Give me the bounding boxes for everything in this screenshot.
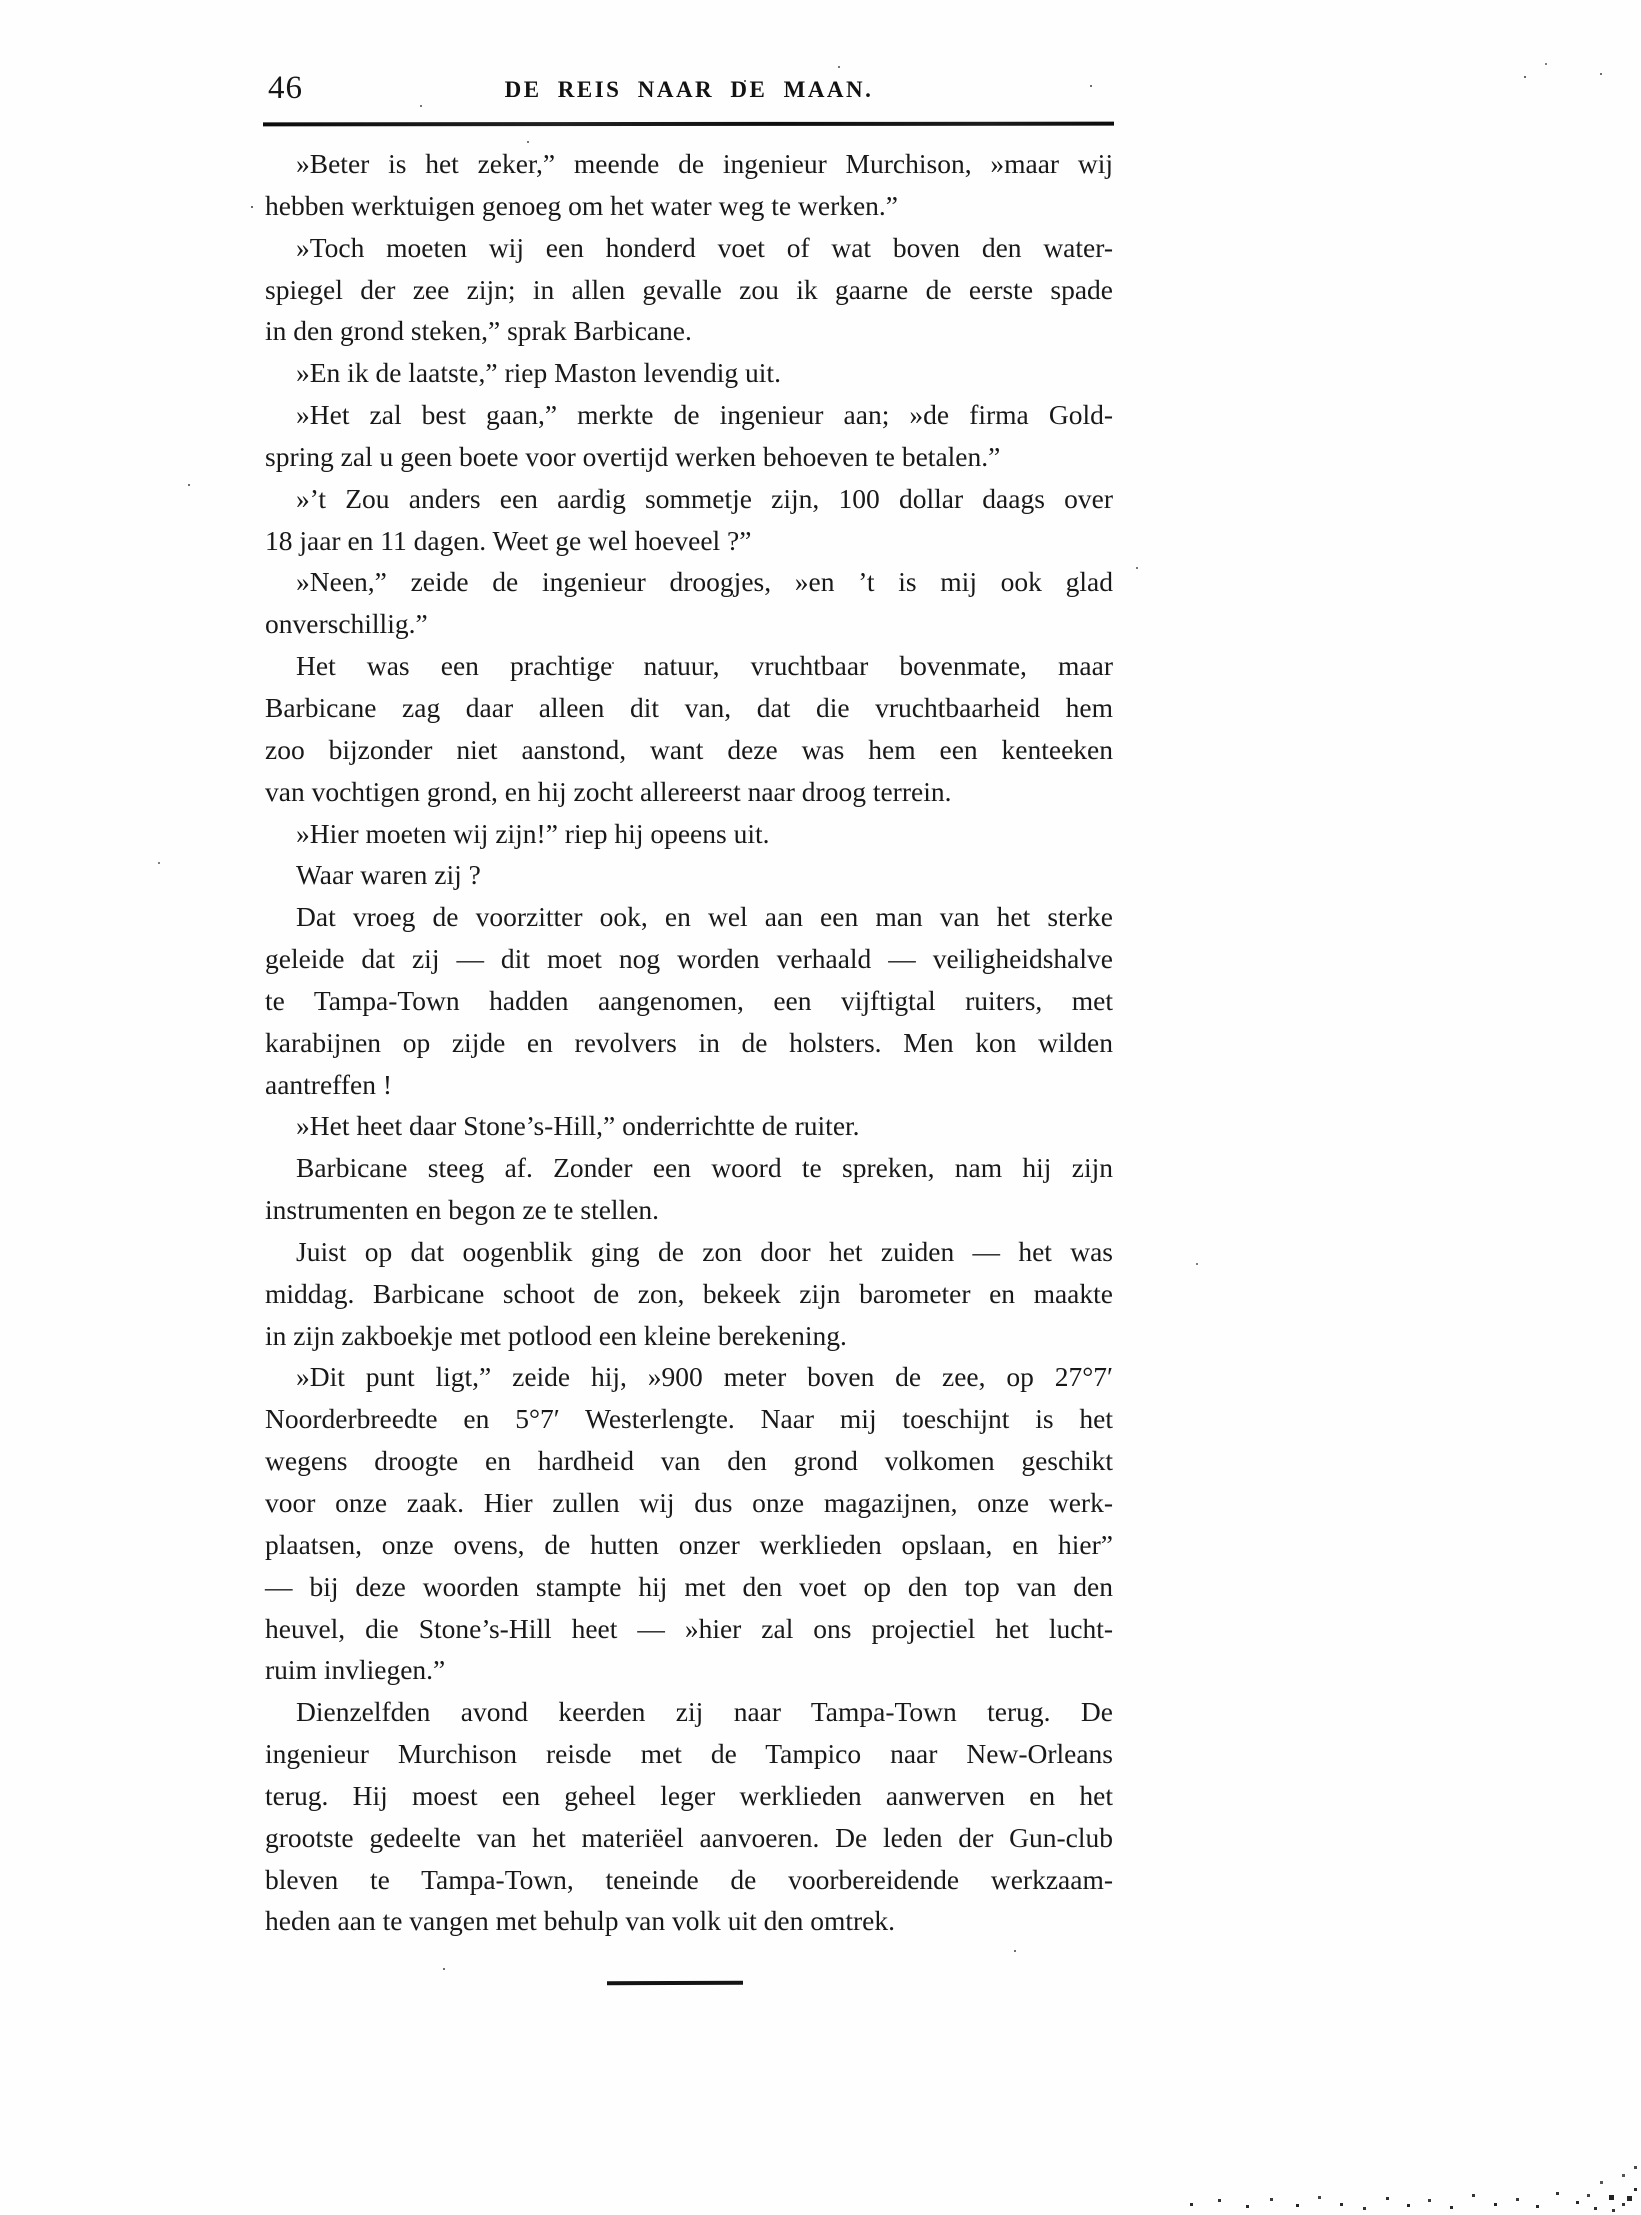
text-line: middag. Barbicane schoot de zon, bekeek zijn barometer en maakte — [265, 1277, 1113, 1309]
text-line: »Toch moeten wij een honderd voet of wat boven den water- — [296, 231, 1113, 263]
text-line: Noorderbreedte en 5°7′ Westerlengte. Naar mij toeschijnt is het — [265, 1403, 1113, 1435]
text-line: »Dit punt ligt,” zeide hij, »900 meter boven de zee, op 27°7′ — [296, 1361, 1113, 1393]
text-line: »En ik de laatste,” riep Maston levendig uit. — [296, 357, 781, 389]
text-line: instrumenten en begon ze te stellen. — [265, 1194, 660, 1226]
header-rule — [263, 122, 1114, 126]
paragraph — [265, 854, 1113, 896]
text-line: voor onze zaak. Hier zullen wij dus onze magazijnen, onze werk- — [265, 1487, 1113, 1518]
text-line: Dat vroeg de voorzitter ook, en wel aan een man van het sterke — [296, 901, 1113, 933]
text-line: aantreffen ! — [265, 1068, 392, 1100]
text-line: »Het heet daar Stone’s-Hill,” onderrichtte de ruiter. — [296, 1110, 860, 1142]
text-line: spiegel der zee zijn; in allen gevalle zou ik gaarne de eerste spade — [265, 273, 1113, 305]
text-line: terug. Hij moest een geheel leger werklieden aanwerven en het — [265, 1779, 1113, 1811]
text-line: in den grond steken,” sprak Barbicane. — [265, 315, 692, 347]
paragraph — [265, 813, 1113, 855]
paragraph — [265, 143, 1113, 227]
text-line: »Hier moeten wij zijn!” riep hij opeens uit. — [296, 817, 770, 849]
text-line: bleven te Tampa-Town, teneinde de voorbereidende werkzaam- — [265, 1863, 1113, 1895]
text-line: geleide dat zij — dit moet nog worden verhaald — veiligheidshalve — [265, 943, 1113, 975]
text-line: 18 jaar en 11 dagen. Weet ge wel hoeveel ?” — [265, 524, 752, 556]
text-line: Barbicane zag daar alleen dit van, dat die vruchtbaarheid hem — [265, 691, 1113, 723]
text-line: te Tampa-Town hadden aangenomen, een vijftigtal ruiters, met — [265, 984, 1113, 1016]
paragraph — [265, 645, 1113, 812]
scan-noise-specks-faint — [0, 0, 2, 2]
text-line: »’t Zou anders een aardig sommetje zijn, 100 dollar daags over — [296, 482, 1113, 514]
text-line: karabijnen op zijde en revolvers in de holsters. Men kon wilden — [265, 1026, 1113, 1058]
page-header — [265, 66, 1113, 118]
text-line: — bij deze woorden stampte hij met den voet op den top van den — [265, 1570, 1113, 1602]
text-line: ruim invliegen.” — [265, 1654, 446, 1686]
text-line: plaatsen, onze ovens, de hutten onzer werklieden opslaan, en hier” — [265, 1528, 1113, 1560]
text-line: grootste gedeelte van het materiëel aanvoeren. De leden der Gun-club — [265, 1821, 1113, 1853]
page-body — [265, 143, 1113, 1942]
text-line: van vochtigen grond, en hij zocht allereerst naar droog terrein. — [265, 775, 952, 807]
paragraph — [265, 352, 1113, 394]
text-line: Het was een prachtige natuur, vruchtbaar bovenmate, maar — [296, 650, 1113, 682]
paragraph — [265, 561, 1113, 645]
text-line: Barbicane steeg af. Zonder een woord te spreken, nam hij zijn — [296, 1152, 1113, 1184]
paragraph — [265, 227, 1113, 353]
text-line: Dienzelfden avond keerden zij naar Tampa-Town terug. De — [296, 1696, 1113, 1728]
paragraph — [265, 896, 1113, 1105]
text-line: »Het zal best gaan,” merkte de ingenieur aan; »de firma Gold- — [296, 399, 1113, 431]
paragraph — [265, 1356, 1113, 1691]
text-line: »Beter is het zeker,” meende de ingenieur Murchison, »maar wij — [296, 148, 1113, 179]
running-title: DE REIS NAAR DE MAAN. — [504, 77, 874, 102]
paragraph — [265, 1105, 1113, 1147]
text-line: hebben werktuigen genoeg om het water weg te werken.” — [265, 189, 899, 221]
paragraph — [265, 478, 1113, 562]
paragraph — [265, 394, 1113, 478]
text-line: Juist op dat oogenblik ging de zon door het zuiden — het was — [296, 1235, 1113, 1267]
text-line: onverschillig.” — [265, 608, 428, 640]
text-line: ingenieur Murchison reisde met de Tampico naar New-Orleans — [265, 1738, 1113, 1770]
page-number: 46 — [268, 70, 303, 106]
paragraph — [265, 1691, 1113, 1942]
text-line: in zijn zakboekje met potlood een kleine berekening. — [265, 1319, 847, 1351]
section-divider — [607, 1981, 743, 1986]
text-line: heden aan te vangen met behulp van volk uit den omtrek. — [265, 1905, 896, 1937]
text-line: Waar waren zij ? — [296, 859, 481, 891]
text-line: wegens droogte en hardheid van den grond volkomen geschikt — [265, 1445, 1113, 1477]
text-line: zoo bijzonder niet aanstond, want deze was hem een kenteeken — [265, 733, 1113, 765]
text-line: spring zal u geen boete voor overtijd werken behoeven te betalen.” — [265, 440, 1001, 472]
paragraph — [265, 1147, 1113, 1231]
text-line: »Neen,” zeide de ingenieur droogjes, »en ’t is mij ook glad — [296, 566, 1113, 598]
text-line: heuvel, die Stone’s-Hill heet — »hier zal ons projectiel het lucht- — [265, 1612, 1113, 1644]
paragraph — [265, 1231, 1113, 1357]
